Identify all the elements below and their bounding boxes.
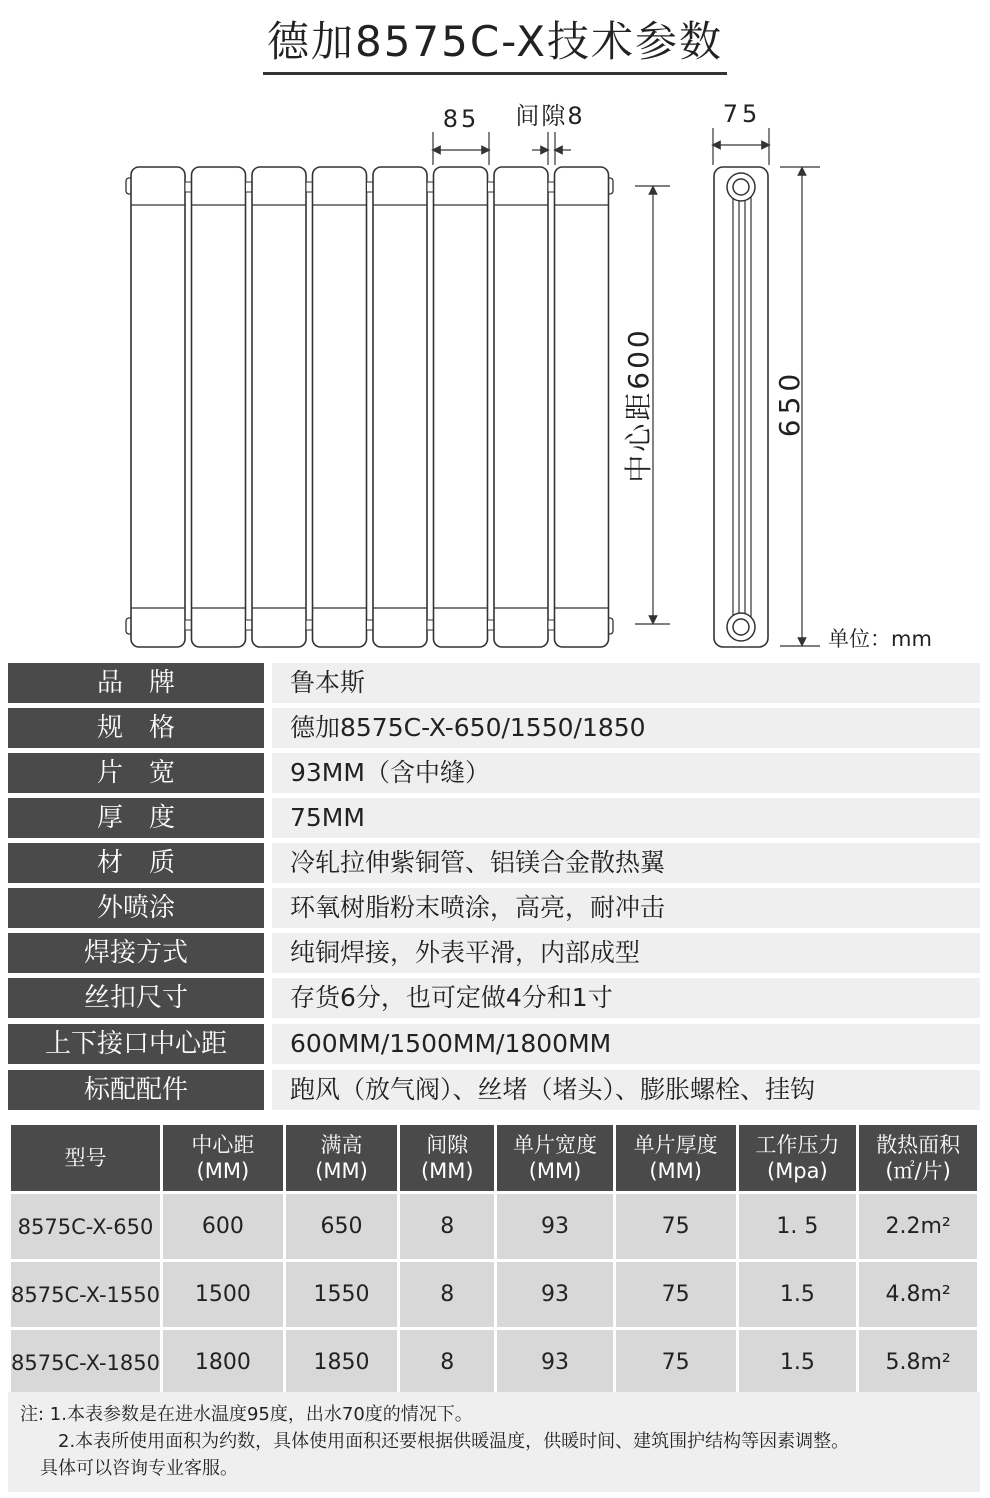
spec-row bbox=[8, 978, 980, 1018]
spec-row bbox=[8, 1024, 980, 1064]
spec-value: 93MM（含中缝） bbox=[272, 753, 980, 793]
table-cell: 93 bbox=[497, 1194, 613, 1259]
note-3: 具体可以咨询专业客服。 bbox=[40, 1458, 238, 1479]
table-cell: 93 bbox=[497, 1262, 613, 1327]
spec-row bbox=[8, 1070, 980, 1110]
spec-row bbox=[8, 663, 980, 703]
spec-key: 焊接方式 bbox=[8, 933, 264, 973]
spec-row bbox=[8, 753, 980, 793]
table-cell: 8 bbox=[400, 1330, 494, 1395]
model-cell: 8575C-X-650 bbox=[11, 1194, 160, 1259]
table-cell: 5.8m² bbox=[859, 1330, 977, 1395]
spec-key: 材 质 bbox=[8, 843, 264, 883]
table-cell: 8 bbox=[400, 1194, 494, 1259]
radiator-diagram bbox=[0, 0, 990, 660]
table-row bbox=[11, 1194, 977, 1259]
table-cell: 2.2m² bbox=[859, 1194, 977, 1259]
table-cell: 75 bbox=[616, 1330, 736, 1395]
header-line-1: 型号 bbox=[64, 1146, 107, 1170]
spec-row bbox=[8, 933, 980, 973]
table-row bbox=[11, 1330, 977, 1395]
header-line-2: (MM) bbox=[196, 1159, 250, 1183]
spec-value: 纯铜焊接，外表平滑，内部成型 bbox=[272, 933, 980, 973]
spec-row bbox=[8, 888, 980, 928]
dim-gap-label: 间隙8 bbox=[515, 102, 585, 130]
spec-value: 冷轧拉伸紫铜管、铝镁合金散热翼 bbox=[272, 843, 980, 883]
table-cell: 1.5 bbox=[739, 1330, 857, 1395]
spec-value: 存货6分，也可定做4分和1寸 bbox=[272, 978, 980, 1018]
table-cell: 1. 5 bbox=[739, 1194, 857, 1259]
table-header-cell bbox=[286, 1125, 398, 1191]
table-cell: 1850 bbox=[286, 1330, 398, 1395]
model-cell: 8575C-X-1550 bbox=[11, 1262, 160, 1327]
unit-label: 单位：mm bbox=[828, 627, 932, 651]
table-cell: 75 bbox=[616, 1194, 736, 1259]
spec-key: 上下接口中心距 bbox=[8, 1024, 264, 1064]
header-line-2: (MM) bbox=[315, 1159, 368, 1183]
table-header-row bbox=[11, 1125, 977, 1191]
spec-key: 厚 度 bbox=[8, 798, 264, 838]
dim-depth-label: 75 bbox=[722, 100, 762, 128]
table-cell: 1550 bbox=[286, 1262, 398, 1327]
notes bbox=[8, 1392, 980, 1492]
radiator-fin bbox=[313, 167, 367, 647]
spec-value: 75MM bbox=[272, 798, 980, 838]
model-table bbox=[8, 1125, 980, 1395]
dim-center bbox=[622, 186, 670, 624]
radiator-fin bbox=[373, 167, 427, 647]
dim-gap bbox=[515, 102, 584, 165]
spec-value: 鲁本斯 bbox=[272, 663, 980, 703]
radiator-fin bbox=[434, 167, 488, 647]
spec-key: 外喷涂 bbox=[8, 888, 264, 928]
spec-value: 600MM/1500MM/1800MM bbox=[272, 1024, 980, 1064]
radiator-fin bbox=[555, 167, 609, 647]
table-cell: 93 bbox=[497, 1330, 613, 1395]
header-line-1: 间隙 bbox=[426, 1133, 469, 1157]
spec-key: 丝扣尺寸 bbox=[8, 978, 264, 1018]
header-line-1: 中心距 bbox=[191, 1133, 255, 1157]
table-header-cell bbox=[739, 1125, 857, 1191]
header-line-1: 单片厚度 bbox=[633, 1133, 718, 1157]
header-line-1: 单片宽度 bbox=[513, 1133, 597, 1157]
note-1: 注: 1.本表参数是在进水温度95度，出水70度的情况下。 bbox=[20, 1404, 473, 1425]
table-header-cell bbox=[163, 1125, 283, 1191]
table-cell: 4.8m² bbox=[859, 1262, 977, 1327]
radiator-fin bbox=[131, 167, 185, 647]
spec-key: 品 牌 bbox=[8, 663, 264, 703]
spec-row bbox=[8, 798, 980, 838]
table-header-cell bbox=[11, 1125, 160, 1191]
table-header-cell bbox=[616, 1125, 736, 1191]
header-line-2: (㎡/片) bbox=[885, 1159, 951, 1183]
spec-value: 跑风（放气阀）、丝堵（堵头）、膨胀螺栓、挂钩 bbox=[272, 1070, 980, 1110]
side-view bbox=[713, 100, 932, 651]
header-line-1: 工作压力 bbox=[755, 1133, 840, 1157]
spec-value: 环氧树脂粉末喷涂，高亮，耐冲击 bbox=[272, 888, 980, 928]
table-cell: 8 bbox=[400, 1262, 494, 1327]
radiator-fin bbox=[192, 167, 246, 647]
dim-width bbox=[433, 105, 489, 165]
page-title: 德加8575C-X技术参数 bbox=[263, 18, 727, 75]
table-cell: 1800 bbox=[163, 1330, 283, 1395]
spec-key: 规 格 bbox=[8, 708, 264, 748]
table-cell: 650 bbox=[286, 1194, 398, 1259]
radiator-fins bbox=[126, 167, 613, 647]
table-cell: 1500 bbox=[163, 1262, 283, 1327]
radiator-fin bbox=[494, 167, 548, 647]
spec-row bbox=[8, 708, 980, 748]
radiator-fin bbox=[252, 167, 306, 647]
table-cell: 1.5 bbox=[739, 1262, 857, 1327]
spec-key: 标配配件 bbox=[8, 1070, 264, 1110]
spec-value: 德加8575C-X-650/1550/1850 bbox=[272, 708, 980, 748]
dim-width-label: 85 bbox=[442, 105, 480, 133]
header-line-1: 满高 bbox=[320, 1133, 363, 1157]
note-2: 2.本表所使用面积为约数，具体使用面积还要根据供暖温度，供暖时间、建筑围护结构等因素调整。 bbox=[58, 1431, 850, 1452]
table-cell: 600 bbox=[163, 1194, 283, 1259]
spec-row bbox=[8, 843, 980, 883]
header-line-2: (Mpa) bbox=[767, 1159, 828, 1183]
header-line-2: (MM) bbox=[649, 1159, 702, 1183]
spec-key: 片 宽 bbox=[8, 753, 264, 793]
table-header-cell bbox=[400, 1125, 494, 1191]
table-header-cell bbox=[497, 1125, 613, 1191]
header-line-2: (MM) bbox=[420, 1159, 474, 1183]
table-header-cell bbox=[859, 1125, 977, 1191]
dim-height-label: 650 bbox=[773, 368, 806, 438]
header-line-2: (MM) bbox=[528, 1159, 582, 1183]
header-line-1: 散热面积 bbox=[876, 1133, 961, 1157]
table-cell: 75 bbox=[616, 1262, 736, 1327]
table-row bbox=[11, 1262, 977, 1327]
dim-center-label: 中心距600 bbox=[622, 327, 655, 483]
model-cell: 8575C-X-1850 bbox=[11, 1330, 160, 1395]
